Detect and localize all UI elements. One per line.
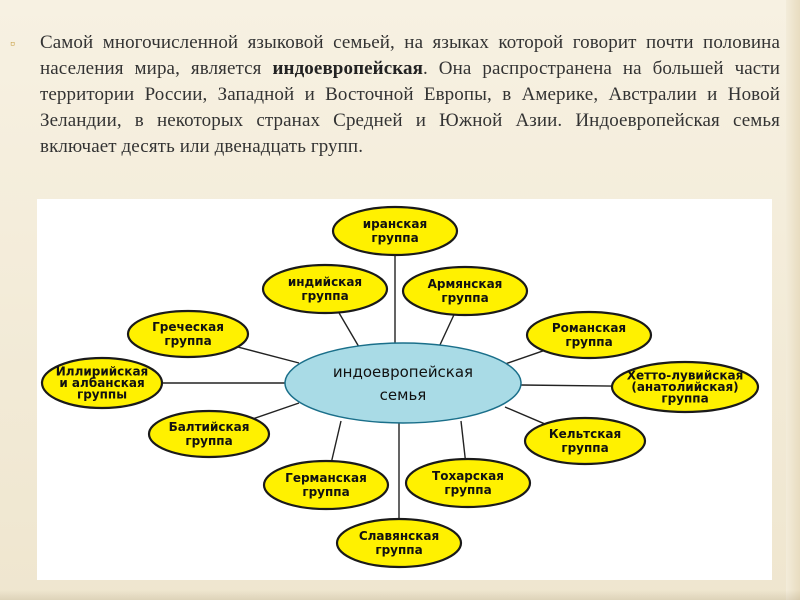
node-label-romance-1: группа	[565, 335, 613, 349]
group-node-indian	[263, 265, 387, 313]
node-label-iranian-0: иранская	[362, 217, 428, 231]
node-label-greek-1: группа	[164, 334, 212, 348]
paragraph-emphasis: индоевропейская	[272, 58, 423, 79]
center-label-1: индоевропейская	[332, 363, 474, 381]
slide-shadow	[0, 590, 800, 600]
group-node-greek	[128, 311, 248, 357]
connector-hittite	[521, 385, 612, 386]
node-label-hittite-0: Хетто-лувийская	[626, 368, 744, 383]
group-node-illyrian	[42, 358, 162, 408]
node-label-baltic-0: Балтийская	[168, 420, 250, 434]
slide-edge	[786, 0, 800, 600]
node-label-tocharian-0: Тохарская	[432, 469, 504, 483]
node-label-slavic-1: группа	[375, 543, 423, 557]
node-label-illyrian-2: группы	[76, 387, 128, 402]
node-label-germanic-0: Германская	[285, 471, 367, 485]
center-label-2: семья	[379, 386, 427, 404]
center-node	[285, 343, 521, 423]
node-label-germanic-1: группа	[302, 485, 350, 499]
node-label-indian-1: группа	[301, 289, 349, 303]
connector-celtic	[505, 407, 545, 424]
node-label-indian-0: индийская	[287, 275, 363, 289]
group-node-baltic	[149, 411, 269, 457]
paragraph-text-start: Самой многочисленной языковой семьей, на языках которой говорит почти половина населения мира, является	[40, 32, 780, 79]
node-label-celtic-0: Кельтская	[548, 427, 622, 441]
group-node-romance	[527, 312, 651, 358]
group-node-celtic	[525, 418, 645, 464]
language-family-diagram	[37, 199, 772, 580]
connector-greek	[238, 347, 299, 363]
node-label-tocharian-1: группа	[444, 483, 492, 497]
group-node-slavic	[337, 519, 461, 567]
node-label-romance-0: Романская	[551, 321, 627, 335]
connector-baltic	[254, 403, 299, 419]
connector-armenian	[439, 315, 454, 347]
node-label-celtic-1: группа	[561, 441, 609, 455]
group-node-armenian	[403, 267, 527, 315]
connector-tocharian	[461, 421, 465, 459]
node-label-iranian-1: группа	[371, 231, 419, 245]
group-node-germanic	[264, 461, 388, 509]
diagram-panel	[37, 199, 772, 580]
node-label-hittite-1: (анатолийская)	[631, 380, 739, 394]
paragraph-text-end: . Она распространена на большей части территории России, Западной и Восточной Европы, в Америке, Австралии и Новой Зеландии, в некоторых странах Средней и Южной Азии. Индоевропейская семья включает десять или двенадцать групп.	[40, 58, 780, 157]
node-label-armenian-0: Армянская	[427, 277, 503, 291]
node-label-baltic-1: группа	[185, 434, 233, 448]
connector-indian	[339, 312, 359, 347]
connector-germanic	[332, 421, 341, 461]
node-label-slavic-0: Славянская	[358, 529, 440, 543]
group-node-hittite	[612, 362, 758, 412]
node-label-illyrian-0: Иллирийская	[55, 364, 149, 379]
connector-romance	[505, 351, 544, 364]
node-label-armenian-1: группа	[441, 291, 489, 305]
group-node-iranian	[333, 207, 457, 255]
group-node-tocharian	[406, 459, 530, 507]
node-label-greek-0: Греческая	[152, 320, 224, 334]
bullet-icon: ▫	[10, 37, 15, 52]
node-label-illyrian-1: и албанская	[59, 376, 145, 390]
intro-paragraph	[40, 30, 780, 160]
center-shape	[285, 343, 521, 423]
node-label-hittite-2: группа	[661, 391, 709, 406]
